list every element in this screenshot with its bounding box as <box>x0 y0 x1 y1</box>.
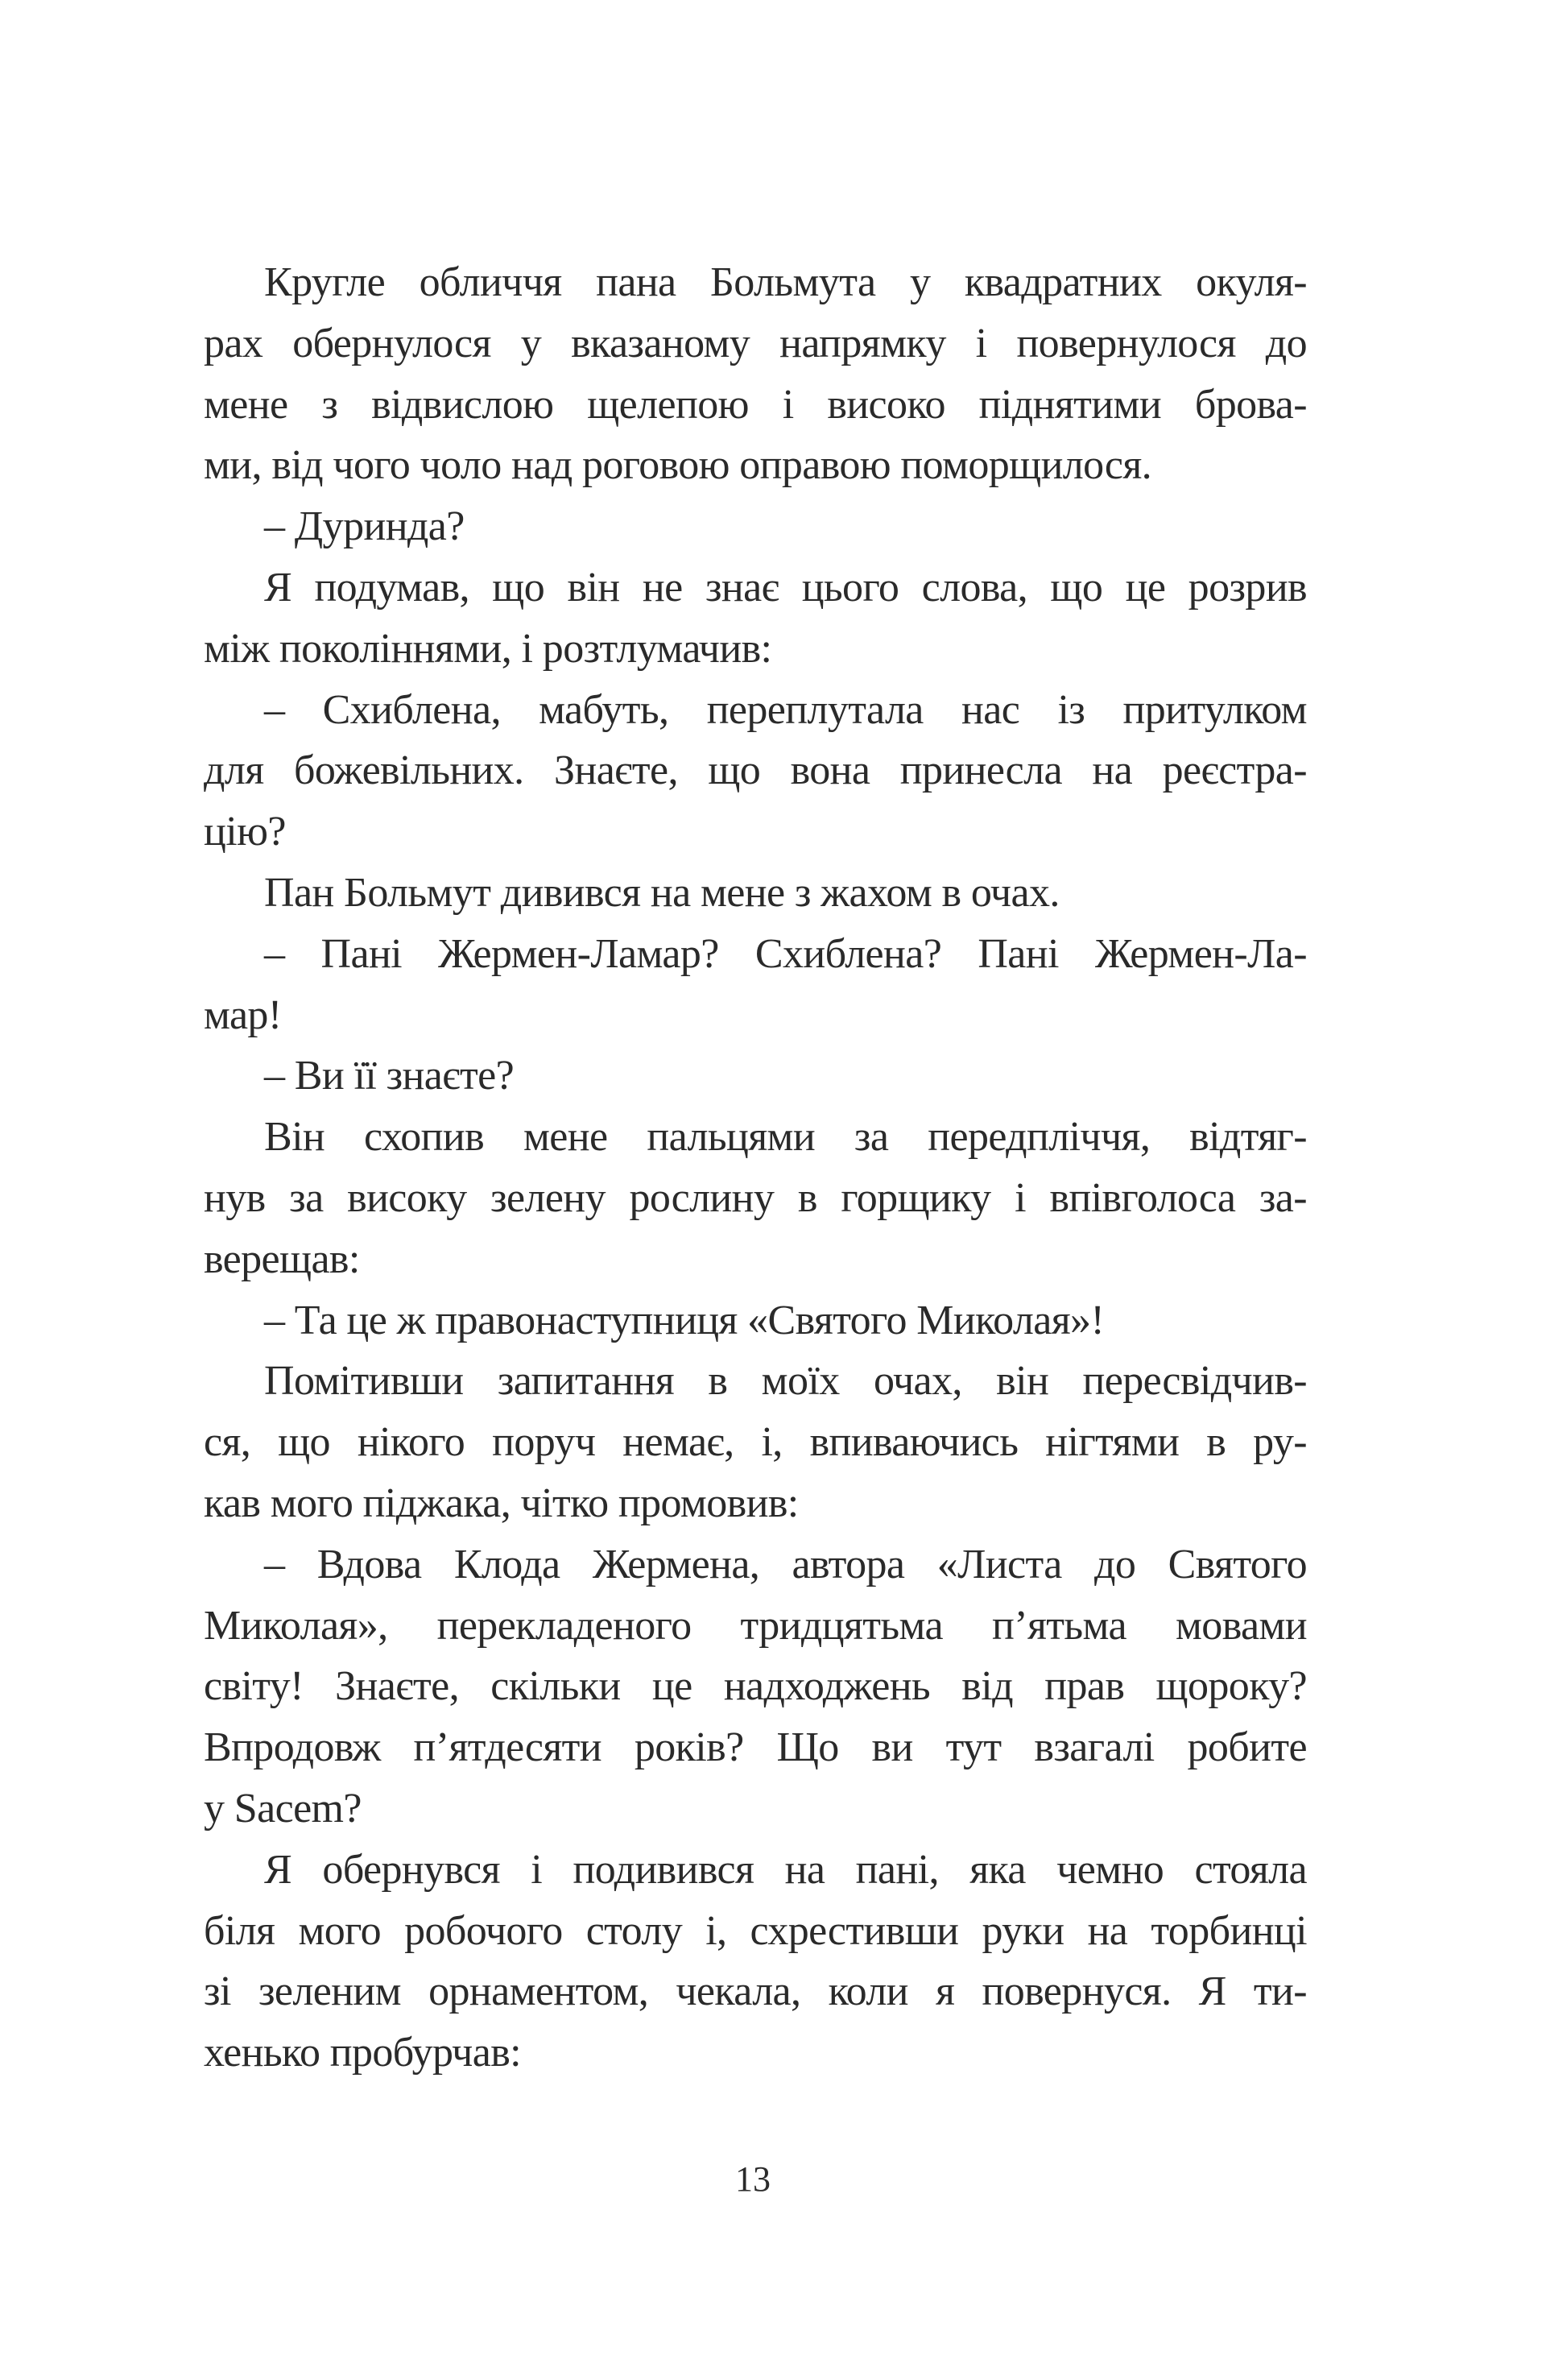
text-line: – Вдова Клода Жермена, автора «Листа до Святого <box>264 1541 1307 1587</box>
text-line: світу! Знаєте, скільки це надходжень від прав щороку? <box>204 1663 1307 1710</box>
text-line: для божевільних. Знаєте, що вона принесла на реєстра- <box>204 747 1307 794</box>
text-line: біля мого робочого столу і, схрестивши руки на торбинці <box>204 1907 1307 1954</box>
text-line: Кругле обличчя пана Больмута у квадратних окуля- <box>264 259 1307 305</box>
text-line: – Схиблена, мабуть, переплутала нас із притулком <box>264 686 1307 733</box>
text-line: хенько пробурчав: <box>204 2030 521 2076</box>
page-number: 13 <box>735 2159 771 2199</box>
text-line: Я подумав, що він не знає цього слова, що це розрив <box>264 564 1307 611</box>
text-line: кав мого піджака, чітко промовив: <box>204 1480 799 1526</box>
text-line: верещав: <box>204 1236 360 1282</box>
text-line: рах обернулося у вказаному напрямку і повернулося до <box>204 320 1307 366</box>
text-line: ся, що нікого поруч немає, і, впиваючись нігтями в ру- <box>204 1419 1307 1466</box>
text-line: – Дуринда? <box>264 503 465 550</box>
text-line: Помітивши запитання в моїх очах, він пересвідчив- <box>264 1358 1307 1405</box>
text-line: у Sacem? <box>204 1785 362 1832</box>
text-line: мар! <box>204 991 282 1038</box>
text-line: цію? <box>204 809 286 855</box>
text-line: нув за високу зелену рослину в горщику і впівголоса за- <box>204 1174 1307 1221</box>
text-line: Пан Больмут дивився на мене з жахом в очах. <box>264 869 1060 916</box>
text-line: мене з відвислою щелепою і високо піднятими брова- <box>204 381 1307 428</box>
text-line: Я обернувся і подивився на пані, яка чемно стояла <box>264 1846 1307 1893</box>
text-line: між поколіннями, і розтлумачив: <box>204 625 772 672</box>
text-line: ми, від чого чоло над роговою оправою поморщилося. <box>204 442 1152 489</box>
text-line: – Пані Жермен-Ламар? Схиблена? Пані Жермен-Ла- <box>264 930 1307 977</box>
text-line: зі зеленим орнаментом, чекала, коли я повернуся. Я ти- <box>204 1968 1307 2015</box>
text-line: – Ви її знаєте? <box>264 1053 515 1099</box>
text-line: Він схопив мене пальцями за передпліччя, відтяг- <box>264 1114 1307 1161</box>
text-line: Впродовж п’ятдесяти років? Що ви тут взагалі робите <box>204 1724 1307 1771</box>
page-body-text <box>204 252 1307 2084</box>
text-line: Миколая», перекладеного тридцятьма п’ятьма мовами <box>204 1602 1307 1649</box>
text-line: – Та це ж правонаступниця «Святого Миколая»! <box>264 1297 1105 1343</box>
